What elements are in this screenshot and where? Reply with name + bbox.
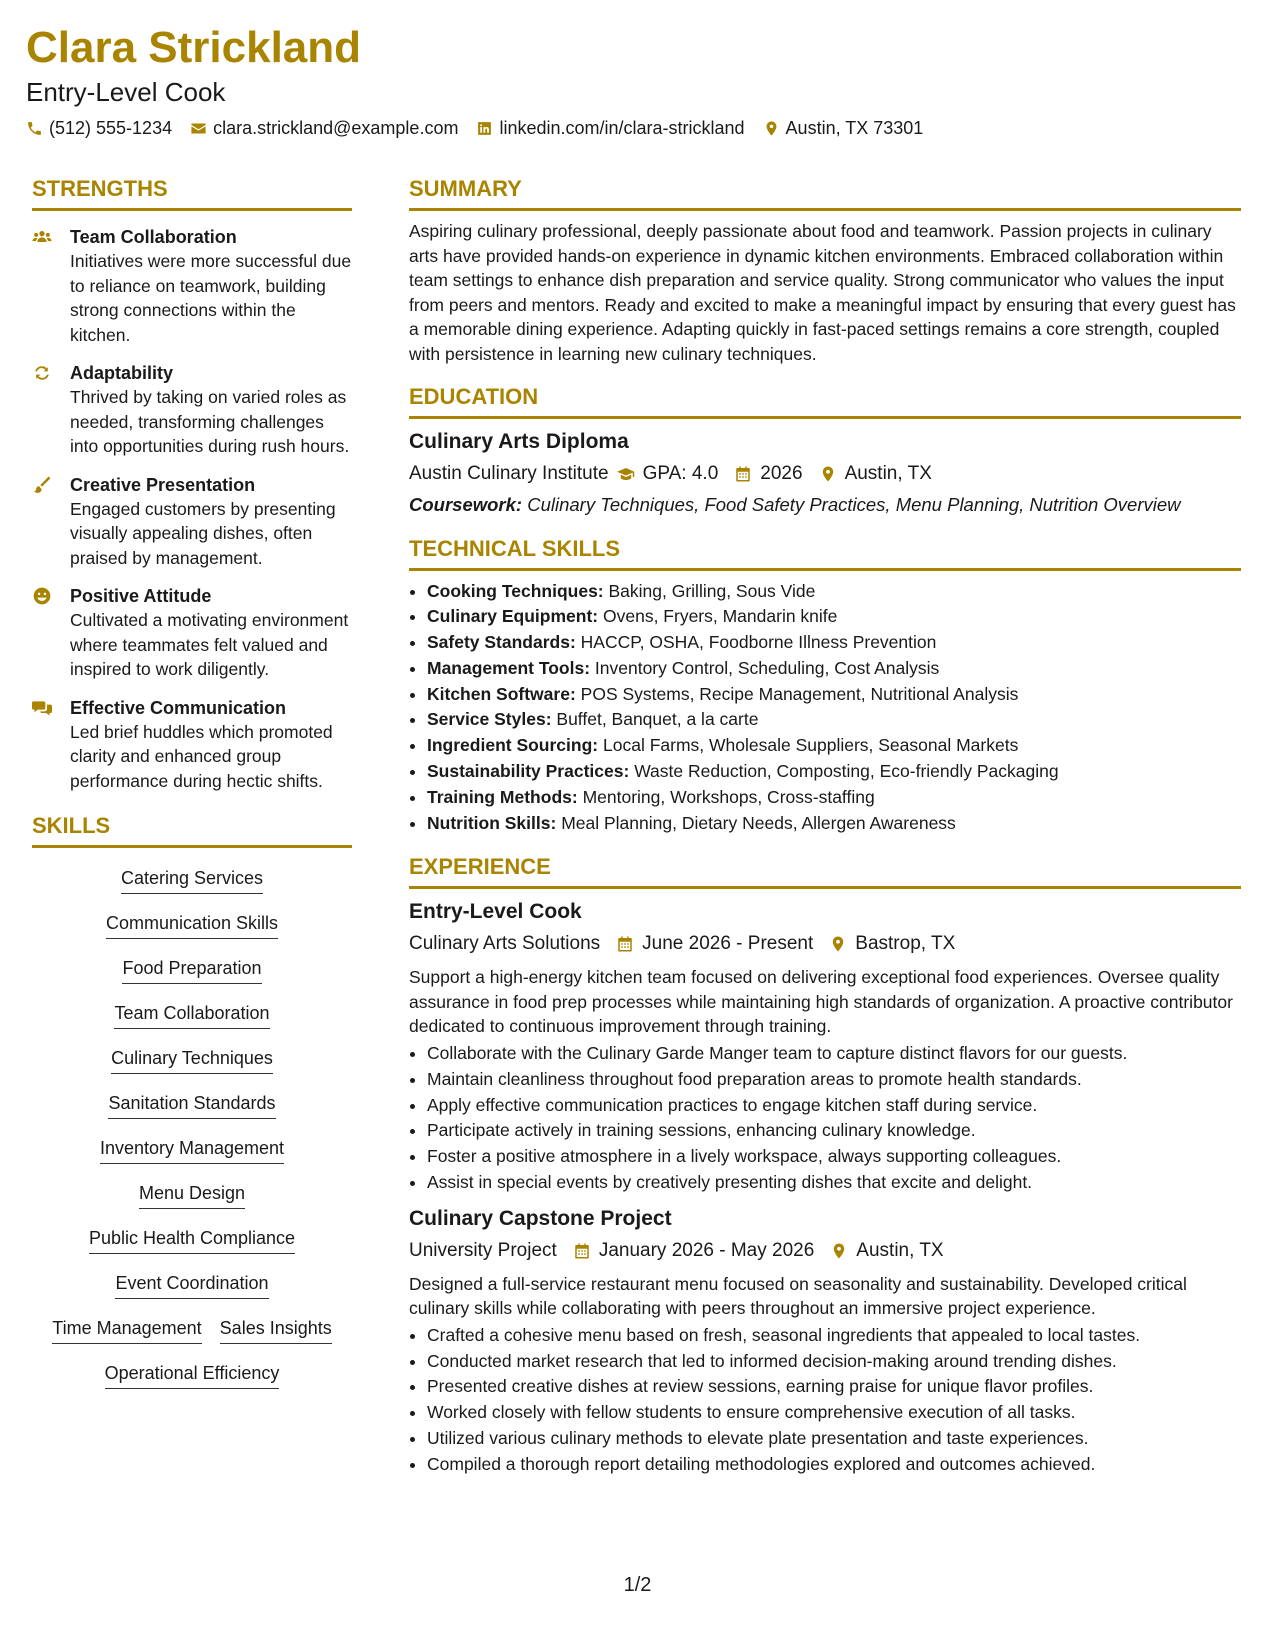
achievement-list [409, 1041, 1241, 1196]
skill-tag: Culinary Techniques [111, 1046, 273, 1074]
map-pin-icon [763, 120, 780, 137]
company-name: Culinary Arts Solutions [409, 933, 601, 955]
list-item: • Worked closely with fellow students to ensure comprehensive execution of all tasks. [427, 1400, 1241, 1426]
skills-list [32, 866, 352, 1389]
strengths-section [32, 176, 352, 793]
list-item: • Crafted a cohesive menu based on fresh, seasonal ingredients that appealed to local tastes. [427, 1323, 1241, 1349]
date-range: January 2026 - May 2026 [598, 1239, 815, 1261]
list-item: • Culinary Equipment: Ovens, Fryers, Mandarin knife [427, 604, 1241, 630]
strength-description: Initiatives were more successful due to reliance on teamwork, building strong connections within the kitchen. [70, 251, 352, 345]
technical-skills-list [409, 579, 1241, 837]
list-item: • Sustainability Practices: Waste Reduction, Composting, Eco-friendly Packaging [427, 759, 1241, 785]
phone-text: (512) 555-1234 [49, 118, 173, 138]
list-item: • Service Styles: Buffet, Banquet, a la carte [427, 707, 1241, 733]
list-item: • Nutrition Skills: Meal Planning, Dietary Needs, Allergen Awareness [427, 811, 1241, 837]
role-description: Designed a full-service restaurant menu focused on seasonality and sustainability. Developed critical culinary skills while collaborating with peers throughout an immersive project experience. [409, 1273, 1187, 1319]
list-item: • Cooking Techniques: Baking, Grilling, Sous Vide [427, 579, 1241, 605]
strength-item [32, 361, 352, 459]
experience-section [409, 854, 1241, 1477]
skill-tag: Communication Skills [106, 911, 278, 939]
strength-title: Adaptability [70, 363, 174, 383]
skill-tag: Sanitation Standards [108, 1091, 275, 1119]
location-text: Austin, TX 73301 [785, 118, 924, 138]
graduation-year: 2026 [760, 463, 803, 484]
map-pin-icon [819, 465, 837, 483]
gpa-text: GPA: 4.0 [642, 463, 719, 484]
smile-icon [32, 586, 52, 606]
strength-title: Creative Presentation [70, 474, 256, 495]
experience-meta [409, 931, 1241, 957]
skills-heading: SKILLS [32, 813, 352, 848]
technical-skills-section [409, 536, 1241, 837]
list-item: • Ingredient Sourcing: Local Farms, Wholesale Suppliers, Seasonal Markets [427, 733, 1241, 759]
school-name: Austin Culinary Institute [409, 463, 609, 484]
linkedin-text: linkedin.com/in/clara-strickland [499, 118, 745, 138]
strength-description: Engaged customers by presenting visually appealing dishes, often praised by management. [70, 498, 336, 568]
skill-tag: Time Management [52, 1316, 201, 1344]
contact-location [763, 116, 924, 140]
strength-title: Effective Communication [70, 697, 287, 718]
strength-description: Thrived by taking on varied roles as needed, transforming challenges into opportunities during rush hours. [70, 387, 350, 456]
education-section [409, 384, 1241, 518]
skill-tag: Team Collaboration [114, 1001, 269, 1029]
coursework-label: Coursework: [409, 494, 523, 515]
skill-tag: Menu Design [139, 1181, 245, 1209]
strength-title: Positive Attitude [70, 586, 212, 606]
left-column [32, 176, 352, 1389]
list-item: • Compiled a thorough report detailing methodologies explored and outcomes achieved. [427, 1452, 1241, 1478]
users-icon [32, 227, 52, 247]
skill-tag: Operational Efficiency [105, 1361, 280, 1389]
strength-item [32, 473, 352, 571]
envelope-icon [190, 120, 207, 137]
education-location: Austin, TX [844, 463, 932, 484]
strength-title: Team Collaboration [70, 227, 237, 247]
date-range: June 2026 - Present [642, 933, 814, 955]
company-name: University Project [409, 1239, 557, 1261]
candidate-headline: Entry-Level Cook [26, 77, 226, 107]
strength-description: Cultivated a motivating environment where teammates felt valued and inspired to work diligently. [70, 610, 349, 679]
list-item: • Conducted market research that led to informed decision-making around trending dishes. [427, 1349, 1241, 1375]
role-title: Entry-Level Cook [409, 900, 582, 924]
resume-header [26, 22, 923, 140]
graduation-cap-icon [617, 465, 635, 483]
list-item: • Collaborate with the Culinary Garde Manger team to capture distinct flavors for our guests. [427, 1041, 1241, 1067]
contact-email[interactable] [190, 116, 458, 140]
experience-heading: EXPERIENCE [409, 854, 1241, 889]
list-item: • Apply effective communication practices to engage kitchen staff during service. [427, 1093, 1241, 1119]
strengths-heading: STRENGTHS [32, 176, 352, 211]
right-column [409, 176, 1241, 1478]
technical-skills-heading: TECHNICAL SKILLS [409, 536, 1241, 571]
role-description: Support a high-energy kitchen team focused on delivering exceptional food experiences. Oversee quality assurance in food prep processes while maintaining high standards of organization. A proactive contributor dedicated to continuous improvement through training. [409, 967, 1233, 1037]
education-heading: EDUCATION [409, 384, 1241, 419]
skill-tag: Event Coordination [115, 1271, 268, 1299]
skills-section [32, 813, 352, 1389]
refresh-icon [32, 363, 52, 383]
summary-section [409, 176, 1241, 366]
contact-bar [26, 116, 923, 140]
role-title: Culinary Capstone Project [409, 1206, 672, 1230]
strength-item [32, 225, 352, 347]
contact-linkedin[interactable] [476, 116, 744, 140]
comments-icon [32, 698, 52, 718]
list-item: • Maintain cleanliness throughout food preparation areas to promote health standards. [427, 1067, 1241, 1093]
list-item: • Presented creative dishes at review sessions, earning praise for unique flavor profiles. [427, 1374, 1241, 1400]
linkedin-icon [476, 120, 493, 137]
experience-entry [409, 899, 1241, 1195]
calendar-icon [734, 465, 752, 483]
strength-item [32, 584, 352, 682]
experience-meta [409, 1238, 1241, 1264]
list-item: • Assist in special events by creatively presenting dishes that excite and delight. [427, 1170, 1241, 1196]
job-location: Austin, TX [856, 1239, 944, 1261]
skill-tag: Food Preparation [122, 956, 261, 984]
skill-tag: Inventory Management [100, 1136, 284, 1164]
degree-title: Culinary Arts Diploma [409, 430, 629, 453]
strength-description: Led brief huddles which promoted clarity and enhanced group performance during hectic shifts. [70, 721, 333, 791]
coursework [409, 493, 1241, 518]
summary-text: Aspiring culinary professional, deeply passionate about food and teamwork. Passion projects in culinary arts have provided hands-on experience in dynamic kitchen environments. Embraced collaboration within team settings to enhance dish preparation and service quality. Strong communicator who values the input from peers and mentors. Ready and excited to make a meaningful impact by ensuring that every guest has a memorable dining experience. Adapting quickly in fast-paced settings remains a core strength, coupled with persistence in learning new culinary techniques. [409, 221, 1236, 364]
map-pin-icon [829, 935, 847, 953]
list-item: • Participate actively in training sessions, enhancing culinary knowledge. [427, 1118, 1241, 1144]
skill-tag: Public Health Compliance [89, 1226, 295, 1254]
email-text: clara.strickland@example.com [213, 118, 459, 138]
strength-item [32, 696, 352, 794]
coursework-list: Culinary Techniques, Food Safety Practices, Menu Planning, Nutrition Overview [527, 494, 1181, 515]
job-location: Bastrop, TX [855, 933, 956, 955]
calendar-icon [616, 935, 634, 953]
candidate-name: Clara Strickland [26, 23, 362, 72]
skill-tag: Catering Services [121, 866, 263, 894]
list-item: • Management Tools: Inventory Control, Scheduling, Cost Analysis [427, 656, 1241, 682]
calendar-icon [573, 1242, 591, 1260]
page-number: 1/2 [623, 1574, 652, 1596]
contact-phone[interactable] [26, 116, 172, 140]
list-item: • Safety Standards: HACCP, OSHA, Foodborne Illness Prevention [427, 630, 1241, 656]
list-item: • Kitchen Software: POS Systems, Recipe Management, Nutritional Analysis [427, 682, 1241, 708]
achievement-list [409, 1323, 1241, 1478]
experience-entry [409, 1206, 1241, 1478]
phone-icon [26, 120, 43, 137]
summary-heading: SUMMARY [409, 176, 1241, 211]
education-meta [409, 461, 1241, 487]
list-item: • Utilized various culinary methods to elevate plate presentation and taste experiences. [427, 1426, 1241, 1452]
map-pin-icon [830, 1242, 848, 1260]
list-item: • Training Methods: Mentoring, Workshops, Cross-staffing [427, 785, 1241, 811]
skill-tag: Sales Insights [220, 1316, 332, 1344]
list-item: • Foster a positive atmosphere in a lively workspace, always supporting colleagues. [427, 1144, 1241, 1170]
paintbrush-icon [32, 475, 52, 495]
